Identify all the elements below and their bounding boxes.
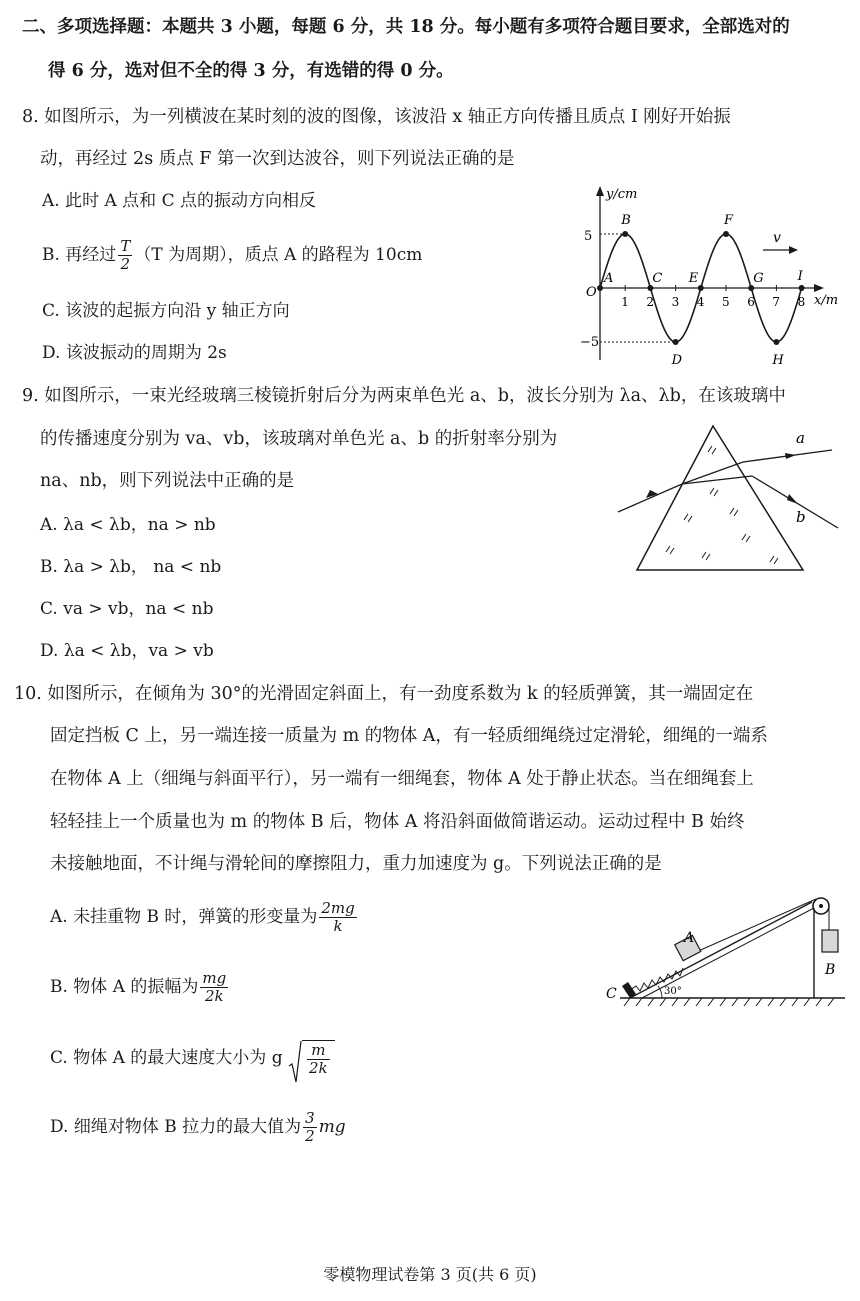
q10-option-d-fraction: [303, 1110, 317, 1145]
x-axis-label: x/m: [814, 293, 839, 308]
y-tick-pos: 5: [584, 229, 593, 244]
origin-label: O: [586, 285, 597, 300]
radical-sign: [288, 1040, 302, 1084]
wave-point-f: [723, 231, 729, 237]
wave-point-label: G: [753, 271, 764, 286]
wave-point-e: [698, 285, 704, 291]
q10-option-a: [50, 900, 359, 935]
x-tick-label: 6: [747, 295, 755, 309]
q9-prism-figure: [610, 418, 845, 578]
wave-point-a: [597, 285, 603, 291]
x-tick-label: 8: [797, 295, 806, 309]
glass-hatching: [666, 446, 778, 564]
q8-stem-line1: 8. 如图所示，为一列横波在某时刻的波的图像，该波沿 x 轴正方向传播且质点 I 刚好开始振: [22, 107, 731, 127]
fraction-numerator: T: [120, 237, 131, 255]
x-tick-label: 5: [722, 295, 730, 309]
ground-hatching: [624, 998, 834, 1006]
wave-point-label: C: [652, 271, 663, 286]
block-b-label: B: [825, 962, 836, 978]
q10-stem-line3: 在物体 A 上（细绳与斜面平行），另一端有一细绳套，物体 A 处于静止状态。当在细绳套上: [50, 769, 754, 789]
q8-option-c: C. 该波的起振方向沿 y 轴正方向: [42, 301, 290, 321]
y-axis-label: y/cm: [606, 187, 638, 202]
wave-point-h: [773, 339, 779, 345]
ray-a-label: a: [796, 429, 805, 447]
q10-option-a-fraction: [319, 900, 356, 935]
q10-option-d: [50, 1110, 346, 1145]
fraction-denominator: 2: [305, 1127, 315, 1145]
fraction-denominator: 2k: [309, 1059, 328, 1077]
x-tick-label: 1: [621, 295, 629, 309]
fraction-denominator: 2k: [204, 987, 224, 1005]
block-b: [822, 930, 838, 952]
wave-point-label: F: [724, 213, 734, 228]
q8-wave-figure: [578, 184, 843, 364]
q10-option-b-fraction: [200, 970, 228, 1005]
wave-point-label: I: [797, 269, 803, 284]
wave-point-label: H: [772, 353, 784, 364]
x-tick-label: 3: [671, 295, 680, 309]
wave-point-label: B: [621, 213, 631, 228]
fraction-denominator: 2: [120, 255, 131, 273]
fraction-denominator: k: [333, 917, 343, 935]
q9-option-c: C. va > vb，na < nb: [40, 599, 214, 619]
rope: [696, 899, 816, 952]
q10-option-d-text: D. 细绳对物体 B 拉力的最大值为: [50, 1117, 302, 1137]
q10-option-d-unit: mg: [318, 1117, 346, 1137]
fraction-numerator: 2mg: [321, 899, 355, 917]
ray-b-label: b: [796, 508, 806, 526]
q10-option-c-text: C. 物体 A 的最大速度大小为 g: [50, 1048, 283, 1068]
angle-label: 30°: [664, 986, 682, 997]
stopper-c-label: C: [606, 986, 617, 1002]
page-footer: 零模物理试卷第 3 页(共 6 页): [323, 1265, 537, 1284]
wave-point-label: A: [604, 271, 614, 286]
sqrt-expression: [288, 1040, 335, 1077]
velocity-label: v: [773, 230, 781, 246]
wave-point-label: D: [671, 353, 683, 364]
q8-option-b-suffix: （T 为周期），质点 A 的路程为 10cm: [134, 245, 423, 265]
q8-option-b: [42, 238, 422, 273]
wave-point-i: [799, 285, 805, 291]
y-tick-neg: −5: [580, 335, 600, 350]
incident-ray: [618, 484, 682, 512]
q8-option-a: A. 此时 A 点和 C 点的振动方向相反: [42, 191, 316, 211]
incline-surface: [630, 902, 812, 998]
wave-point-d: [673, 339, 679, 345]
x-tick-label: 2: [646, 295, 655, 309]
x-tick-label: 7: [772, 295, 781, 309]
q9-option-b: B. λa > λb， na < nb: [40, 557, 222, 577]
q10-option-c-fraction: [307, 1042, 330, 1077]
q8-option-b-fraction: [118, 238, 132, 273]
q10-option-b: [50, 970, 230, 1005]
block-a-label: A: [684, 930, 695, 946]
q10-option-c: [50, 1040, 335, 1077]
q10-stem-line2: 固定挡板 C 上，另一端连接一质量为 m 的物体 A，有一轻质细绳绕过定滑轮，细绳的一端系: [50, 726, 768, 746]
fraction-numerator: 3: [305, 1109, 315, 1127]
q10-option-b-text: B. 物体 A 的振幅为: [50, 977, 199, 997]
q9-stem-line2: 的传播速度分别为 va、vb，该玻璃对单色光 a、b 的折射率分别为: [40, 429, 558, 449]
q10-incline-figure: [600, 890, 850, 1015]
x-tick-label: 4: [696, 295, 705, 309]
fraction-numerator: mg: [202, 969, 227, 987]
q10-stem-line1: 10. 如图所示，在倾角为 30°的光滑固定斜面上，有一劲度系数为 k 的轻质弹簧，其一端固定在: [14, 684, 754, 704]
q10-stem-line4: 轻轻挂上一个质量也为 m 的物体 B 后，物体 A 将沿斜面做简谐运动。运动过程中 B 始终: [50, 812, 745, 832]
q9-option-a: A. λa < λb，na > nb: [40, 515, 216, 535]
q9-stem-line1: 9. 如图所示，一束光经玻璃三棱镜折射后分为两束单色光 a、b，波长分别为 λa、λb，在该玻璃中: [22, 386, 786, 406]
q8-option-d: D. 该波振动的周期为 2s: [42, 343, 227, 363]
q8-stem-line2: 动，再经过 2s 质点 F 第一次到达波谷，则下列说法正确的是: [40, 149, 515, 169]
wave-point-b: [622, 231, 628, 237]
q10-stem-line5: 未接触地面，不计绳与滑轮间的摩擦阻力，重力加速度为 g。下列说法正确的是: [50, 854, 662, 874]
fraction-numerator: m: [307, 1042, 330, 1060]
prism-triangle: [637, 426, 803, 570]
q9-stem-line3: na、nb，则下列说法中正确的是: [40, 471, 295, 491]
section-heading-line1: 二、多项选择题：本题共 3 小题，每题 6 分，共 18 分。每小题有多项符合题目要求，全部选对的: [22, 17, 790, 37]
q8-option-b-prefix: B. 再经过: [42, 245, 117, 265]
q9-option-d: D. λa < λb，va > vb: [40, 641, 214, 661]
wave-point-label: E: [688, 271, 699, 286]
q10-option-a-text: A. 未挂重物 B 时，弹簧的形变量为: [50, 907, 318, 927]
section-heading-line2: 得 6 分，选对但不全的得 3 分，有选错的得 0 分。: [48, 61, 454, 81]
